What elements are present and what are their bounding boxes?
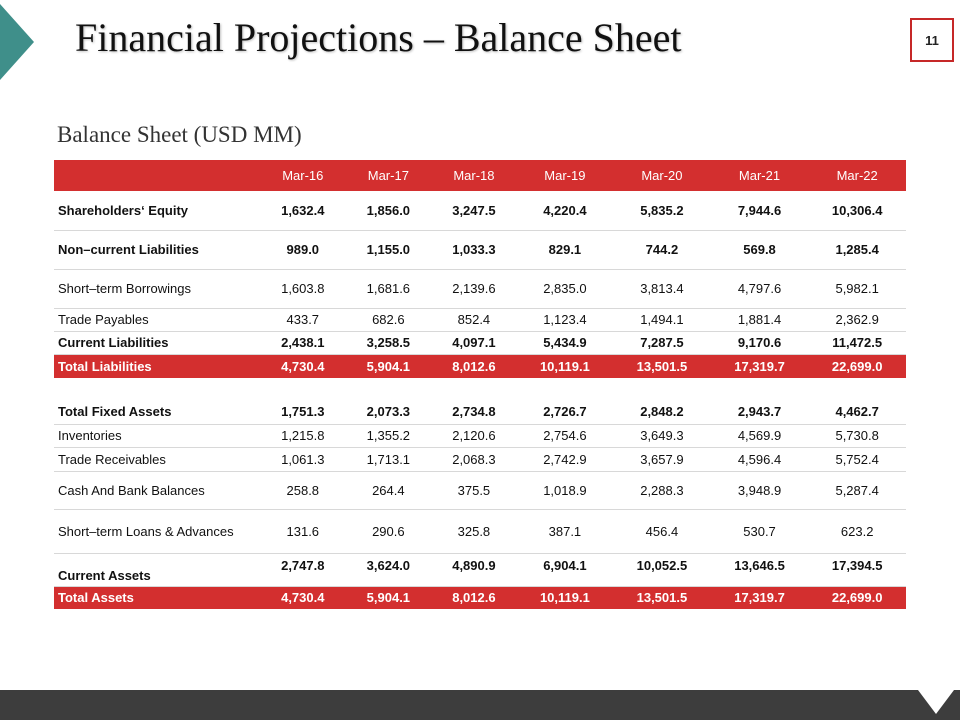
cell-value: 4,097.1 [431, 331, 517, 354]
table-subtitle: Balance Sheet (USD MM) [57, 122, 302, 147]
cell-value: 829.1 [517, 230, 613, 269]
cell-value: 5,287.4 [808, 471, 906, 509]
row-label: Total Assets [58, 590, 134, 606]
cell-value: 2,073.3 [346, 400, 432, 424]
cell-value: 8,012.6 [452, 358, 496, 374]
row-label: Trade Receivables [54, 447, 260, 471]
cell-value: 5,835.2 [613, 191, 711, 230]
cell-value: 3,649.3 [613, 424, 711, 447]
cell-value: 623.2 [808, 509, 906, 553]
cell-value: 4,569.9 [711, 424, 809, 447]
cell-value: 2,734.8 [431, 400, 517, 424]
cell-value: 1,018.9 [517, 471, 613, 509]
cell-value: 456.4 [613, 509, 711, 553]
cell-value: 290.6 [346, 509, 432, 553]
cell-value: 2,835.0 [517, 269, 613, 308]
cell-value: 325.8 [431, 509, 517, 553]
cell-value: 10,119.1 [539, 590, 590, 606]
row-non-current-liabilities [54, 230, 906, 269]
cell-value: 1,215.8 [260, 424, 346, 447]
cell-value: 1,681.6 [346, 269, 432, 308]
cell-value: 5,982.1 [808, 269, 906, 308]
year-header: Mar-21 [738, 168, 781, 183]
cell-value: 2,943.7 [711, 400, 809, 424]
cell-value: 2,068.3 [431, 447, 517, 471]
corner-accent-triangle [0, 4, 34, 80]
footer-notch-triangle [918, 690, 954, 714]
cell-value: 3,247.5 [431, 191, 517, 230]
row-short-term-borrowings [54, 269, 906, 308]
cell-value: 1,881.4 [711, 308, 809, 331]
cell-value: 7,944.6 [711, 191, 809, 230]
year-header: Mar-20 [641, 168, 683, 183]
row-current-liabilities [54, 331, 906, 354]
cell-value: 10,306.4 [808, 191, 906, 230]
cell-value: 1,713.1 [346, 447, 432, 471]
row-label: Short–term Borrowings [54, 269, 260, 308]
row-total-liabilities [54, 354, 906, 378]
cell-value: 989.0 [260, 230, 346, 269]
cell-value: 5,434.9 [517, 331, 613, 354]
row-label: Non–current Liabilities [54, 230, 260, 269]
cell-value: 2,139.6 [431, 269, 517, 308]
slide-title: Financial Projections – Balance Sheet [75, 15, 682, 60]
footer-bar [0, 690, 960, 720]
year-header: Mar-19 [544, 168, 586, 183]
cell-value: 3,948.9 [711, 471, 809, 509]
cell-value: 1,123.4 [517, 308, 613, 331]
row-total-fixed-assets [54, 400, 906, 424]
row-shareholders-equity [54, 191, 906, 230]
cell-value: 2,362.9 [808, 308, 906, 331]
cell-value: 744.2 [613, 230, 711, 269]
cell-value: 9,170.6 [711, 331, 809, 354]
cell-value: 11,472.5 [808, 331, 906, 354]
cell-value: 13,501.5 [636, 590, 688, 606]
cell-value: 3,657.9 [613, 447, 711, 471]
cell-value: 1,155.0 [346, 230, 432, 269]
cell-value: 4,462.7 [808, 400, 906, 424]
cell-value: 6,904.1 [517, 553, 613, 586]
cell-value: 4,730.4 [281, 358, 325, 374]
cell-value: 4,797.6 [711, 269, 809, 308]
cell-value: 4,730.4 [281, 590, 325, 606]
row-label: Short–term Loans & Advances [54, 509, 260, 553]
row-cash-and-bank [54, 471, 906, 509]
cell-value: 2,120.6 [431, 424, 517, 447]
cell-value: 569.8 [711, 230, 809, 269]
year-header: Mar-18 [453, 168, 495, 183]
cell-value: 1,285.4 [808, 230, 906, 269]
cell-value: 258.8 [260, 471, 346, 509]
cell-value: 13,646.5 [711, 553, 809, 586]
cell-value: 530.7 [711, 509, 809, 553]
cell-value: 2,438.1 [260, 331, 346, 354]
cell-value: 17,319.7 [734, 358, 785, 374]
cell-value: 5,904.1 [366, 358, 411, 374]
row-total-assets [54, 586, 906, 609]
header-blank [54, 160, 260, 191]
cell-value: 7,287.5 [613, 331, 711, 354]
cell-value: 8,012.6 [452, 590, 496, 606]
cell-value: 4,220.4 [517, 191, 613, 230]
cell-value: 375.5 [431, 471, 517, 509]
cell-value: 2,747.8 [260, 553, 346, 586]
row-current-assets [54, 553, 906, 586]
spacer-row [54, 378, 906, 400]
cell-value: 10,052.5 [613, 553, 711, 586]
cell-value: 5,752.4 [808, 447, 906, 471]
cell-value: 5,730.8 [808, 424, 906, 447]
row-label: Current Liabilities [54, 331, 260, 354]
row-trade-receivables [54, 447, 906, 471]
cell-value: 2,288.3 [613, 471, 711, 509]
header-row [54, 160, 906, 191]
cell-value: 22,699.0 [831, 358, 883, 374]
page-number-badge: 11 [910, 18, 954, 62]
cell-value: 13,501.5 [636, 358, 688, 374]
cell-value: 2,726.7 [517, 400, 613, 424]
cell-value: 4,596.4 [711, 447, 809, 471]
cell-value: 22,699.0 [831, 590, 883, 606]
row-label: Current Assets [54, 553, 260, 586]
cell-value: 3,624.0 [346, 553, 432, 586]
cell-value: 1,751.3 [260, 400, 346, 424]
cell-value: 2,742.9 [517, 447, 613, 471]
cell-value: 131.6 [260, 509, 346, 553]
cell-value: 2,848.2 [613, 400, 711, 424]
cell-value: 10,119.1 [539, 358, 590, 374]
cell-value: 17,319.7 [734, 590, 785, 606]
cell-value: 387.1 [517, 509, 613, 553]
year-header: Mar-22 [836, 168, 878, 183]
cell-value: 4,890.9 [431, 553, 517, 586]
cell-value: 3,813.4 [613, 269, 711, 308]
spacer-cell [54, 378, 906, 400]
year-header: Mar-16 [282, 168, 324, 183]
cell-value: 1,033.3 [431, 230, 517, 269]
row-trade-payables [54, 308, 906, 331]
cell-value: 852.4 [431, 308, 517, 331]
balance-sheet-table [54, 160, 906, 609]
cell-value: 1,856.0 [346, 191, 432, 230]
cell-value: 5,904.1 [366, 590, 411, 606]
row-label: Shareholders‘ Equity [54, 191, 260, 230]
cell-value: 1,494.1 [613, 308, 711, 331]
row-inventories [54, 424, 906, 447]
cell-value: 2,754.6 [517, 424, 613, 447]
row-short-term-loans [54, 509, 906, 553]
row-label: Inventories [54, 424, 260, 447]
cell-value: 1,061.3 [260, 447, 346, 471]
row-label: Total Liabilities [58, 358, 152, 374]
row-label: Total Fixed Assets [54, 400, 260, 424]
cell-value: 264.4 [346, 471, 432, 509]
cell-value: 1,632.4 [260, 191, 346, 230]
year-header: Mar-17 [367, 168, 409, 183]
cell-value: 3,258.5 [346, 331, 432, 354]
row-label: Cash And Bank Balances [54, 471, 260, 509]
cell-value: 1,355.2 [346, 424, 432, 447]
row-label: Trade Payables [54, 308, 260, 331]
cell-value: 682.6 [346, 308, 432, 331]
cell-value: 1,603.8 [260, 269, 346, 308]
cell-value: 17,394.5 [808, 553, 906, 586]
cell-value: 433.7 [260, 308, 346, 331]
